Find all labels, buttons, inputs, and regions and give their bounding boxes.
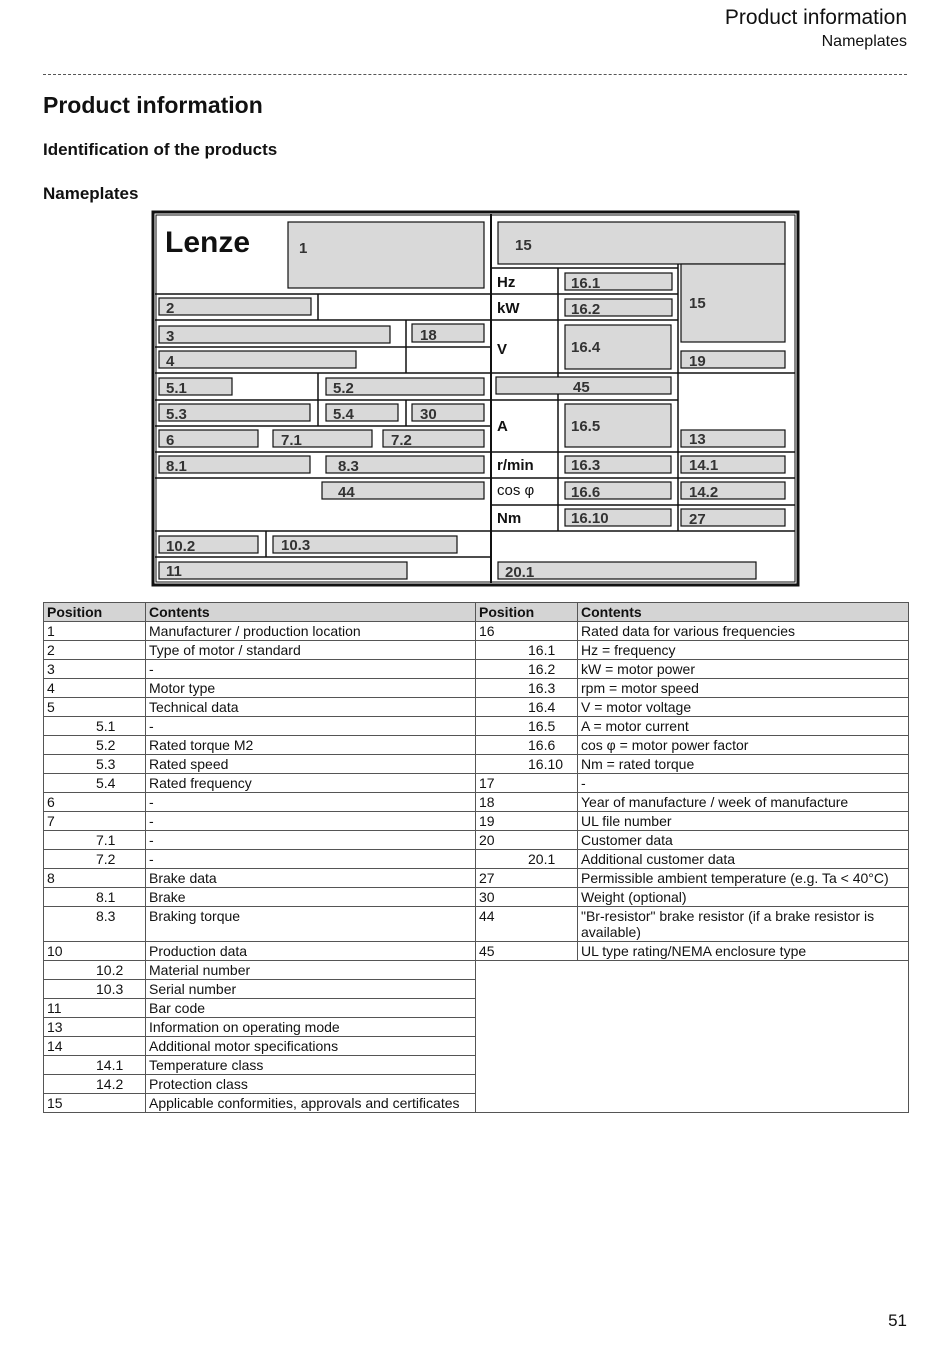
position-cell: 16.3 [476, 679, 578, 698]
plate-field-45: 45 [573, 379, 590, 396]
plate-field-6: 6 [166, 432, 175, 449]
table-row [44, 736, 909, 755]
empty-cell [476, 961, 909, 1113]
plate-field-18: 18 [420, 327, 437, 344]
plate-field-10-3: 10.3 [281, 537, 311, 554]
contents-cell: Year of manufacture / week of manufacture [578, 793, 909, 812]
position-cell: 30 [476, 888, 578, 907]
position-cell: 19 [476, 812, 578, 831]
position-cell: 7.1 [44, 831, 146, 850]
position-cell: 14.2 [44, 1075, 146, 1094]
contents-cell: rpm = motor speed [578, 679, 909, 698]
contents-cell: Serial number [146, 980, 476, 999]
plate-field-5-3: 5.3 [166, 406, 187, 423]
plate-field-8-3: 8.3 [338, 458, 359, 475]
header-contents-left: Contents [146, 603, 476, 622]
contents-cell: - [146, 831, 476, 850]
position-cell: 5.1 [44, 717, 146, 736]
position-cell: 16.4 [476, 698, 578, 717]
plate-field-2: 2 [166, 300, 175, 317]
position-cell: 1 [44, 622, 146, 641]
contents-cell: Bar code [146, 999, 476, 1018]
contents-cell: Brake data [146, 869, 476, 888]
plate-field-16-6: 16.6 [571, 484, 601, 501]
plate-field-15b: 15 [689, 295, 706, 312]
contents-cell: Nm = rated torque [578, 755, 909, 774]
contents-cell: Rated frequency [146, 774, 476, 793]
plate-field-8-1: 8.1 [166, 458, 187, 475]
position-cell: 16.2 [476, 660, 578, 679]
table-row [44, 641, 909, 660]
contents-cell: - [146, 660, 476, 679]
plate-field-44: 44 [338, 484, 355, 501]
contents-cell: A = motor current [578, 717, 909, 736]
contents-cell: Rated speed [146, 755, 476, 774]
position-cell: 18 [476, 793, 578, 812]
plate-field-5-2: 5.2 [333, 380, 354, 397]
contents-cell: Rated data for various frequencies [578, 622, 909, 641]
table-row [44, 622, 909, 641]
plate-label-cos: cos φ [497, 482, 535, 499]
position-cell: 20 [476, 831, 578, 850]
plate-field-10-2: 10.2 [166, 538, 196, 555]
contents-cell: Braking torque [146, 907, 476, 942]
plate-label-v: V [497, 341, 508, 358]
table-row [44, 869, 909, 888]
position-cell: 5 [44, 698, 146, 717]
plate-label-hz: Hz [497, 274, 516, 291]
contents-cell: Material number [146, 961, 476, 980]
position-cell: 44 [476, 907, 578, 942]
plate-field-11: 11 [166, 563, 182, 580]
header-position-right: Position [476, 603, 578, 622]
running-header-title: Product information [724, 6, 907, 29]
position-cell: 11 [44, 999, 146, 1018]
nameplate-diagram [0, 0, 950, 600]
position-cell: 20.1 [476, 850, 578, 869]
plate-field-14-1: 14.1 [689, 457, 719, 474]
plate-field-15a: 15 [515, 237, 532, 254]
contents-cell: Protection class [146, 1075, 476, 1094]
plate-field-16-1: 16.1 [571, 275, 601, 292]
position-cell: 8.3 [44, 907, 146, 942]
contents-cell: Permissible ambient temperature (e.g. Ta < 40°C) [578, 869, 909, 888]
table-row [44, 850, 909, 869]
contents-cell: Type of motor / standard [146, 641, 476, 660]
position-cell: 8.1 [44, 888, 146, 907]
contents-cell: Hz = frequency [578, 641, 909, 660]
position-cell: 10 [44, 942, 146, 961]
contents-cell: Weight (optional) [578, 888, 909, 907]
position-cell: 16 [476, 622, 578, 641]
contents-cell: V = motor voltage [578, 698, 909, 717]
contents-cell: kW = motor power [578, 660, 909, 679]
table-row [44, 698, 909, 717]
plate-label-kw: kW [497, 300, 520, 317]
position-cell: 16.6 [476, 736, 578, 755]
position-cell: 27 [476, 869, 578, 888]
table-row [44, 755, 909, 774]
position-cell: 3 [44, 660, 146, 679]
plate-field-16-5: 16.5 [571, 418, 601, 435]
plate-label-a: A [497, 418, 508, 435]
running-header-subtitle: Nameplates [821, 33, 907, 50]
contents-cell: Brake [146, 888, 476, 907]
plate-field-5-1: 5.1 [166, 380, 187, 397]
section-heading: Product information [43, 92, 263, 118]
plate-field-3: 3 [166, 328, 175, 345]
plate-field-19: 19 [689, 353, 706, 370]
position-cell: 13 [44, 1018, 146, 1037]
contents-cell: - [146, 812, 476, 831]
plate-field-27: 27 [689, 511, 706, 528]
contents-cell: Manufacturer / production location [146, 622, 476, 641]
contents-cell: "Br-resistor" brake resistor (if a brake resistor is available) [578, 907, 909, 942]
position-cell: 45 [476, 942, 578, 961]
table-row [44, 774, 909, 793]
position-cell: 10.3 [44, 980, 146, 999]
plate-field-16-2: 16.2 [571, 301, 601, 318]
table-row [44, 812, 909, 831]
header-contents-right: Contents [578, 603, 909, 622]
table-header-row [44, 603, 909, 622]
contents-cell: UL type rating/NEMA enclosure type [578, 942, 909, 961]
contents-cell: - [578, 774, 909, 793]
subsection-heading: Identification of the products [43, 140, 278, 159]
table-row [44, 793, 909, 812]
contents-cell: Temperature class [146, 1056, 476, 1075]
contents-cell: - [146, 793, 476, 812]
position-cell: 17 [476, 774, 578, 793]
header-position-left: Position [44, 603, 146, 622]
subsubsection-heading: Nameplates [43, 184, 139, 203]
contents-cell: cos φ = motor power factor [578, 736, 909, 755]
position-cell: 5.3 [44, 755, 146, 774]
table-row [44, 961, 909, 980]
page-number: 51 [888, 1311, 907, 1330]
lenze-logo: Lenze [165, 226, 251, 259]
plate-field-4: 4 [166, 353, 175, 370]
position-cell: 7.2 [44, 850, 146, 869]
contents-cell: UL file number [578, 812, 909, 831]
plate-field-16-10: 16.10 [571, 510, 609, 527]
contents-cell: Motor type [146, 679, 476, 698]
table-row [44, 907, 909, 942]
plate-field-5-4: 5.4 [333, 406, 354, 423]
position-cell: 16.10 [476, 755, 578, 774]
position-cell: 16.5 [476, 717, 578, 736]
plate-field-1: 1 [299, 240, 308, 257]
contents-cell: Rated torque M2 [146, 736, 476, 755]
contents-cell: - [146, 717, 476, 736]
contents-cell: - [146, 850, 476, 869]
plate-field-16-4: 16.4 [571, 339, 601, 356]
table-row [44, 888, 909, 907]
position-cell: 16.1 [476, 641, 578, 660]
plate-field-14-2: 14.2 [689, 484, 719, 501]
contents-cell: Additional customer data [578, 850, 909, 869]
position-cell: 5.4 [44, 774, 146, 793]
position-cell: 7 [44, 812, 146, 831]
table-row [44, 679, 909, 698]
table-row [44, 717, 909, 736]
position-cell: 8 [44, 869, 146, 888]
position-cell: 14.1 [44, 1056, 146, 1075]
table-row [44, 942, 909, 961]
contents-cell: Customer data [578, 831, 909, 850]
position-cell: 10.2 [44, 961, 146, 980]
position-cell: 6 [44, 793, 146, 812]
plate-field-16-3: 16.3 [571, 457, 601, 474]
plate-field-30: 30 [420, 406, 437, 423]
plate-label-rmin: r/min [497, 457, 534, 474]
contents-cell: Additional motor specifications [146, 1037, 476, 1056]
table-row [44, 660, 909, 679]
plate-field-7-2: 7.2 [391, 432, 412, 449]
contents-cell: Applicable conformities, approvals and certificates [146, 1094, 476, 1113]
plate-label-nm: Nm [497, 510, 522, 527]
position-cell: 14 [44, 1037, 146, 1056]
position-cell: 5.2 [44, 736, 146, 755]
contents-cell: Production data [146, 942, 476, 961]
position-cell: 2 [44, 641, 146, 660]
position-cell: 4 [44, 679, 146, 698]
plate-field-20-1: 20.1 [505, 564, 535, 581]
table-row [44, 831, 909, 850]
contents-cell: Technical data [146, 698, 476, 717]
position-cell: 15 [44, 1094, 146, 1113]
plate-field-13: 13 [689, 431, 706, 448]
position-contents-table [43, 602, 909, 1113]
plate-field-7-1: 7.1 [281, 432, 302, 449]
contents-cell: Information on operating mode [146, 1018, 476, 1037]
